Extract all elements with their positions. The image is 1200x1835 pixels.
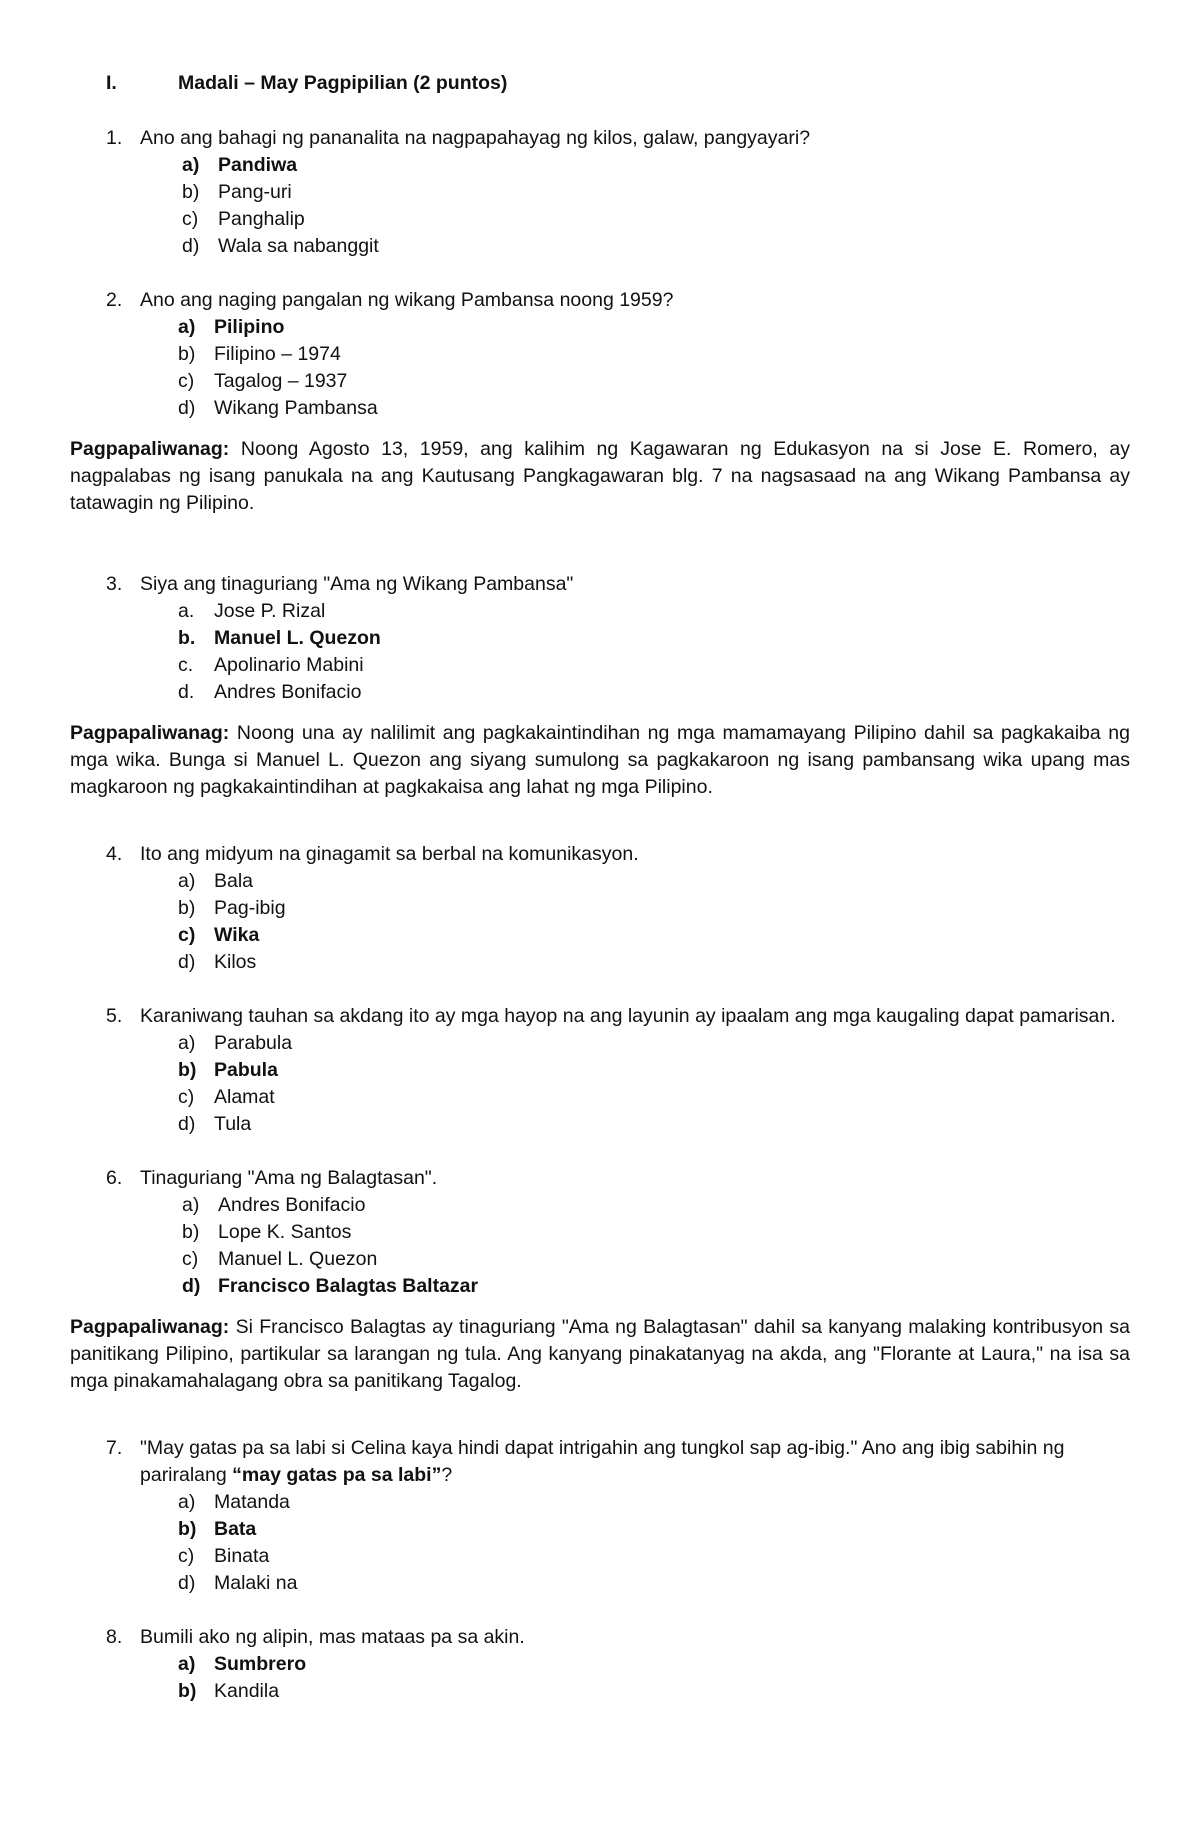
option-c: c) Wika — [178, 924, 260, 946]
option-d: d) Wikang Pambansa — [178, 397, 378, 419]
options-list — [70, 598, 1130, 706]
option-b: b. Manuel L. Quezon — [178, 627, 381, 649]
options-list — [70, 868, 1130, 976]
question-number: 7. — [106, 1437, 123, 1459]
explanation-text: Noong Agosto 13, 1959, ang kalihim ng Kagawaran ng Edukasyon na si Jose E. Romero, ay nagpalabas ng isang panukala na ang Kautusang Pangkagawaran blg. 7 na nagsasaad na ang Wikang Pambansa ay tatawagin ng Pilipino. — [70, 438, 1130, 514]
options-list — [70, 1192, 1130, 1300]
option-d: d) Tula — [178, 1113, 252, 1135]
option-a: a. Jose P. Rizal — [178, 600, 326, 622]
question-5 — [70, 1003, 1130, 1138]
question-number: 2. — [106, 289, 123, 311]
explanation-6 — [70, 1314, 1130, 1395]
option-d: d) Kilos — [178, 951, 257, 973]
option-b: b) Filipino – 1974 — [178, 343, 341, 365]
question-text: Siya ang tinaguriang "Ama ng Wikang Pambansa" — [140, 573, 574, 595]
question-number: 8. — [106, 1626, 123, 1648]
question-4 — [70, 841, 1130, 976]
question-text: Ano ang naging pangalan ng wikang Pambansa noong 1959? — [140, 289, 674, 311]
option-a: a) Bala — [178, 870, 254, 892]
section-number: I. — [106, 72, 117, 94]
options-list — [70, 1651, 1130, 1705]
option-c: c) Tagalog – 1937 — [178, 370, 348, 392]
question-text: Karaniwang tauhan sa akdang ito ay mga hayop na ang layunin ay ipaalam ang mga kaugaling dapat pamarisan. — [140, 1005, 1116, 1027]
option-a: a) Pilipino — [178, 316, 285, 338]
option-b: b) Bata — [178, 1518, 257, 1540]
question-8 — [70, 1624, 1130, 1705]
quoted-phrase: “may gatas pa sa labi” — [232, 1464, 442, 1486]
option-a: a) Sumbrero — [178, 1653, 307, 1675]
question-number: 3. — [106, 573, 123, 595]
section-heading — [106, 70, 1130, 97]
question-number: 1. — [106, 127, 123, 149]
explanation-3 — [70, 720, 1130, 801]
options-list — [70, 1030, 1130, 1138]
option-d: d. Andres Bonifacio — [178, 681, 362, 703]
option-b: b) Pabula — [178, 1059, 278, 1081]
option-b: b) Lope K. Santos — [182, 1221, 352, 1243]
option-d: d) Wala sa nabanggit — [182, 235, 379, 257]
question-text: Bumili ako ng alipin, mas mataas pa sa akin. — [140, 1626, 525, 1648]
option-a: a) Parabula — [178, 1032, 293, 1054]
question-3 — [70, 571, 1130, 706]
option-c: c. Apolinario Mabini — [178, 654, 364, 676]
question-text: Ito ang midyum na ginagamit sa berbal na komunikasyon. — [140, 843, 639, 865]
option-c: c) Panghalip — [182, 208, 305, 230]
question-number: 4. — [106, 843, 123, 865]
option-d: d) Francisco Balagtas Baltazar — [182, 1275, 479, 1297]
option-a: a) Matanda — [178, 1491, 290, 1513]
option-b: b) Kandila — [178, 1680, 280, 1702]
option-c: c) Manuel L. Quezon — [182, 1248, 378, 1270]
question-text: Ano ang bahagi ng pananalita na nagpapahayag ng kilos, galaw, pangyayari? — [140, 127, 811, 149]
question-1 — [70, 125, 1130, 260]
explanation-label: Pagpapaliwanag: — [70, 438, 230, 460]
options-list — [70, 1489, 1130, 1597]
question-2 — [70, 287, 1130, 422]
section-title: Madali – May Pagpipilian (2 puntos) — [178, 72, 508, 94]
option-c: c) Binata — [178, 1545, 270, 1567]
explanation-label: Pagpapaliwanag: — [70, 1316, 230, 1338]
option-c: c) Alamat — [178, 1086, 275, 1108]
question-7 — [70, 1435, 1130, 1597]
explanation-text: Si Francisco Balagtas ay tinaguriang "Ama ng Balagtasan" dahil sa kanyang malaking kontribusyon sa panitikang Pilipino, partikular sa larangan ng tula. Ang kanyang pinakatanyag na akda, ang "Florante at Laura," na isa sa mga pinakamahalagang obra sa panitikang Tagalog. — [70, 1316, 1131, 1392]
options-list — [70, 152, 1130, 260]
option-d: d) Malaki na — [178, 1572, 298, 1594]
options-list — [70, 314, 1130, 422]
explanation-label: Pagpapaliwanag: — [70, 722, 230, 744]
question-6 — [70, 1165, 1130, 1300]
question-number: 5. — [106, 1005, 123, 1027]
explanation-2 — [70, 436, 1130, 517]
question-text: Tinaguriang "Ama ng Balagtasan". — [140, 1167, 438, 1189]
option-b: b) Pang-uri — [182, 181, 292, 203]
question-text: "May gatas pa sa labi si Celina kaya hindi dapat intrigahin ang tungkol sap ag-ibig." Ano ang ibig sabihin ng pariralang “may gatas pa sa labi”? — [140, 1437, 1065, 1486]
option-a: a) Pandiwa — [182, 154, 298, 176]
question-number: 6. — [106, 1167, 123, 1189]
explanation-text: Noong una ay nalilimit ang pagkakaintindihan ng mga mamamayang Pilipino dahil sa pagkakaiba ng mga wika. Bunga si Manuel L. Quezon ang siyang sumulong sa pagkakaroon ng isang pambansang wika upang mas magkaroon ng pagkakaintindihan at pagkakaisa ang lahat ng mga Pilipino. — [70, 722, 1130, 798]
option-b: b) Pag-ibig — [178, 897, 286, 919]
option-a: a) Andres Bonifacio — [182, 1194, 366, 1216]
